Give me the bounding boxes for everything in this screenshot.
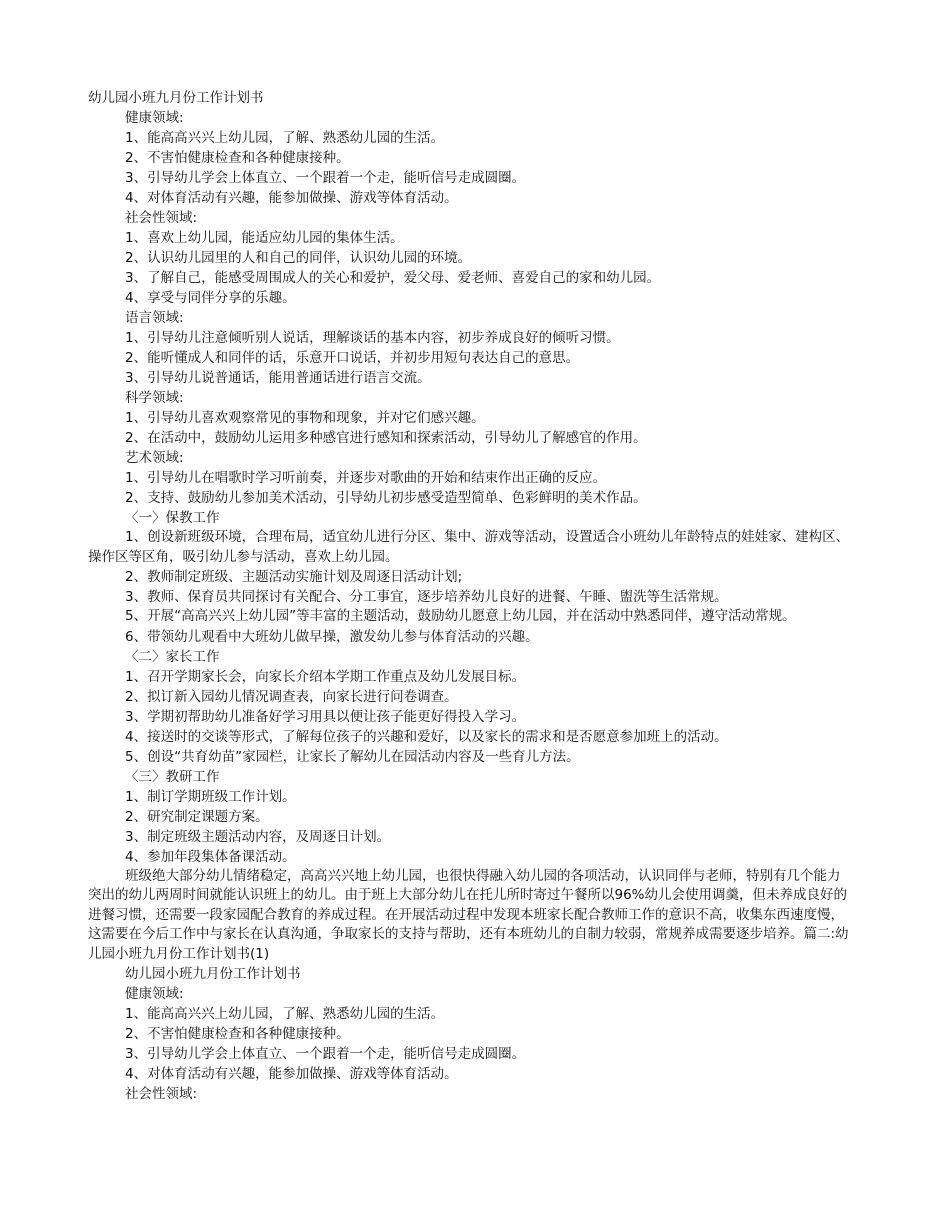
text-line: 社会性领域: [125, 1086, 198, 1102]
text-line: 语言领域: [125, 310, 184, 326]
paragraph: 班级绝大部分幼儿情绪稳定，高高兴兴地上幼儿园，也很快得融入幼儿园的各项活动，认识同伴与老师，特别有几个能力突出的幼儿两周时间就能认识班上的幼儿。由于班上大部分幼儿在托儿所时寄过午餐所以96%幼儿会使用调羹，但未养成良好的进餐习惯，还需要一段家园配合教育的养成过程。在开展活动过程中发现本班家长配合教师工作的意识不高，收集东西速度慢，这需要在今后工作中与家长在认真沟通，争取家长的支持与帮助，还有本班幼儿的自制力较弱，常规养成需要逐步培养。篇二:幼儿园小班九月份工作计划书(1) [88, 867, 849, 962]
text-line: 1、引导幼儿注意倾听别人说话，理解谈话的基本内容，初步养成良好的倾听习惯。 [125, 330, 620, 346]
text-line: 2、拟订新入园幼儿情况调查表，向家长进行问卷调查。 [125, 688, 458, 705]
text-line: 健康领域: [125, 986, 184, 1002]
text-line: 4、参加年段集体备课活动。 [125, 848, 296, 865]
document-body [88, 88, 852, 1104]
text-line: 4、享受与同伴分享的乐趣。 [125, 290, 296, 306]
text-line: 艺术领域: [125, 450, 184, 466]
text-line: 4、对体育活动有兴趣，能参加做操、游戏等体育活动。 [125, 1066, 458, 1082]
text-line: 2、教师制定班级、主题活动实施计划及周逐日活动计划; [125, 569, 463, 585]
text-line: 3、引导幼儿说普通话，能用普通话进行语言交流。 [125, 370, 431, 386]
text-line: 〈二〉家长工作 [125, 648, 220, 665]
text-line: 3、引导幼儿学会上体直立、一个跟着一个走，能听信号走成圆圈。 [125, 170, 526, 186]
text-line: 2、不害怕健康检查和各种健康接种。 [125, 1026, 350, 1042]
text-line: 1、制订学期班级工作计划。 [125, 788, 296, 805]
text-line: 科学领域: [125, 390, 184, 406]
text-line: 2、认识幼儿园里的人和自己的同伴，认识幼儿园的环境。 [125, 250, 472, 266]
text-line: 幼儿园小班九月份工作计划书 [125, 966, 301, 982]
text-line: 3、学期初帮助幼儿准备好学习用具以便让孩子能更好得投入学习。 [125, 708, 526, 725]
text-line: 健康领域: [125, 110, 184, 126]
text-line: 1、引导幼儿喜欢观察常见的事物和现象，并对它们感兴趣。 [125, 410, 485, 426]
text-line: 〈三〉教研工作 [125, 768, 220, 785]
text-line: 5、创设“共育幼苗”家园栏，让家长了解幼儿在园活动内容及一些育儿方法。 [125, 748, 580, 765]
text-line: 2、在活动中，鼓励幼儿运用多种感官进行感知和探索活动，引导幼儿了解感官的作用。 [125, 430, 647, 446]
text-line: 1、能高高兴兴上幼儿园，了解、熟悉幼儿园的生活。 [125, 130, 445, 146]
text-line: 3、了解自己，能感受周围成人的关心和爱护，爱父母、爱老师、喜爱自己的家和幼儿园。 [125, 270, 661, 286]
text-line: 4、对体育活动有兴趣，能参加做操、游戏等体育活动。 [125, 190, 458, 206]
paragraph: 1、创设新班级环境，合理布局，适宜幼儿进行分区、集中、游戏等活动，设置适合小班幼儿年龄特点的娃娃家、建构区、操作区等区角，吸引幼儿参与活动，喜欢上幼儿园。 [88, 529, 850, 565]
paragraph: 5、开展“高高兴兴上幼儿园”等丰富的主题活动，鼓励幼儿愿意上幼儿园，并在活动中熟悉同伴，遵守活动常规。 [125, 608, 796, 624]
text-line: 2、能听懂成人和同伴的话，乐意开口说话，并初步用短句表达自己的意思。 [125, 350, 580, 366]
text-line: 2、研究制定课题方案。 [125, 808, 269, 825]
text-line: 3、制定班级主题活动内容，及周逐日计划。 [125, 828, 391, 845]
text-line: 社会性领域: [125, 210, 198, 226]
document-title: 幼儿园小班九月份工作计划书 [88, 90, 264, 106]
text-line: 〈一〉保教工作 [125, 510, 220, 526]
text-line: 3、教师、保育员共同探讨有关配合、分工事宜，逐步培养幼儿良好的进餐、午睡、盥洗等生活常规。 [125, 589, 728, 605]
text-line: 6、带领幼儿观看中大班幼儿做早操，激发幼儿参与体育活动的兴趣。 [125, 628, 539, 645]
text-line: 4、接送时的交谈等形式，了解每位孩子的兴趣和爱好，以及家长的需求和是否愿意参加班上的活动。 [125, 728, 728, 745]
text-line: 2、不害怕健康检查和各种健康接种。 [125, 150, 350, 166]
text-line: 1、召开学期家长会，向家长介绍本学期工作重点及幼儿发展目标。 [125, 668, 526, 685]
text-line: 1、能高高兴兴上幼儿园，了解、熟悉幼儿园的生活。 [125, 1006, 445, 1022]
text-line: 1、喜欢上幼儿园，能适应幼儿园的集体生活。 [125, 230, 404, 246]
text-line: 3、引导幼儿学会上体直立、一个跟着一个走，能听信号走成圆圈。 [125, 1046, 526, 1062]
text-line: 2、支持、鼓励幼儿参加美术活动，引导幼儿初步感受造型简单、色彩鲜明的美术作品。 [125, 490, 647, 506]
text-line: 1、引导幼儿在唱歌时学习听前奏，并逐步对歌曲的开始和结束作出正确的反应。 [125, 470, 607, 486]
